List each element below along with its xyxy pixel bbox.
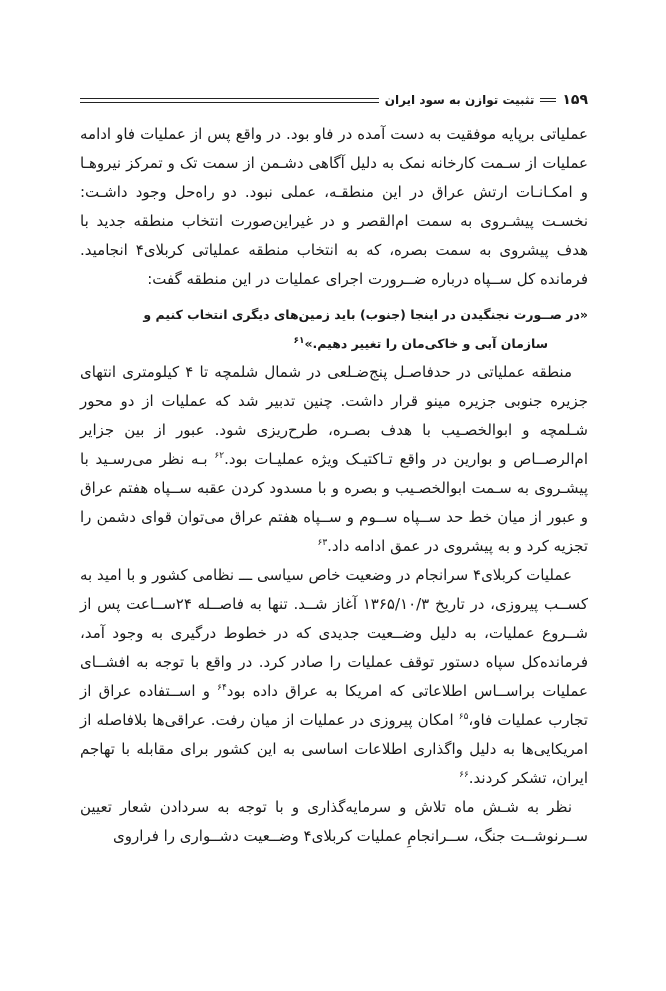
paragraph-1: عملیاتی برپایه موفقیت به دست آمده در فاو بود. در واقع پس از عملیات فاو ادامه عملیات از سـمت کارخانه نمک به دلیل آگاهی دشـمن از سمت تک و تمرکز نیروهـا و امکـانـات ارتش عراق در این منطقـه، عملی نبود. دو راه‌حل وجود داشـت: نخسـت پیشـروی به سمت ام‌القصر و در غیراین‌صورت انتخاب منطقه جدید با هدف پیشروی به سمت بصره، که به انتخاب منطقه عملیاتی کربلای۴ انجامید. فرمانده کل ســپاه درباره ضــرورت اجرای عملیات در این منطقه گفت:: [80, 125, 588, 288]
header-dash: [540, 98, 556, 102]
footnote-ref: ۶۲: [214, 451, 225, 461]
paragraph-2-text-b: بـه نظر می‌رسـید با پیشـروی به سـمت ابوالخصـیب و بصره و با مسدود کردن عقبه ســپاه هفتم عراق و عبور از میان خط حد ســپاه ســوم و ســپاه هفتم عراق می‌توان قوای دشمن را تجزیه کرد و به پیشروی در عمق ادامه داد.: [80, 450, 588, 555]
footnote-ref: ۶۴: [217, 683, 227, 693]
paragraph-3-text-c: امکان پیروزی در عملیات از میان رفت. عراقی‌ها بلافاصله از امریکایی‌ها به دلیل واگذاری اطلاعات اساسی به این کشور برای مقابله با تهاجم ایران، تشکر کردند.: [80, 711, 588, 787]
page-number: ۱۵۹: [562, 92, 588, 108]
paragraph-3: [80, 561, 588, 793]
footnote-ref: ۶۳: [317, 538, 328, 548]
paragraph-3-text-b: و اســتفاده عراق از تجارب عملیات فاو،: [80, 682, 588, 729]
footnote-ref: ۶۶: [459, 770, 469, 780]
footnote-ref: ۶۵: [458, 712, 469, 722]
header-title: تثبیت توازن به سود ایران: [384, 93, 535, 107]
quote-line-1: «در صــورت نجنگیدن در اینجا (جنوب) باید زمین‌های دیگری انتخاب کنیم و: [143, 307, 588, 322]
quote-line-2: سازمان آبی و خاکی‌مان را تغییر دهیم.»: [304, 336, 548, 351]
header-rule: [80, 98, 379, 103]
paragraph-2: [80, 358, 588, 561]
paragraph-2-text: منطقه عملیاتی در حدفاصـل پنج‌ضـلعی در شمال شلمچه تا ۴ کیلومتری انتهای جزیره جنوبی جزیره مینو قرار داشت. چنین تدبیر شد که عملیات از دو محور شـلمچه و ابوالخصـیب با هدف بصـره، طرح‌ریزی شود. عبور از بین جزایر ام‌الرصــاص و بوارین در واقع تـاکتیـک ویژه عملیـات بود.: [80, 363, 588, 468]
running-header: [80, 88, 588, 112]
paragraph-4: نظر به شـش ماه تلاش و سرمایه‌گذاری و با توجه به سردادن شعار تعیین ســرنوشــت جنگ، ســرانجامِ عملیات کربلای۴ وضــعیت دشــواری را فراروی: [80, 798, 588, 845]
footnote-ref: ۶۱: [293, 335, 305, 346]
paragraph-3-text-a: عملیات کربلای۴ سرانجام در وضعیت خاص سیاسی ـــ نظامی کشور و با امید به کســب پیروزی، در تاریخ ۱۳۶۵/۱۰/۳ آغاز شــد. تنها به فاصــله ۲۴ســاعت پس از شــروع عملیات، به دلیل وضــعیت جدیدی که در خطوط درگیری به وجود آمد، فرمانده‌کل سپاه دستور توقف عملیات را صادر کرد. در واقع با توجه به افشــای عملیات براســاس اطلاعاتی که امریکا به عراق داده بود: [80, 566, 588, 700]
block-quote: [80, 300, 588, 358]
page-body: [80, 120, 588, 851]
quote-line-2-wrap: [80, 329, 588, 358]
